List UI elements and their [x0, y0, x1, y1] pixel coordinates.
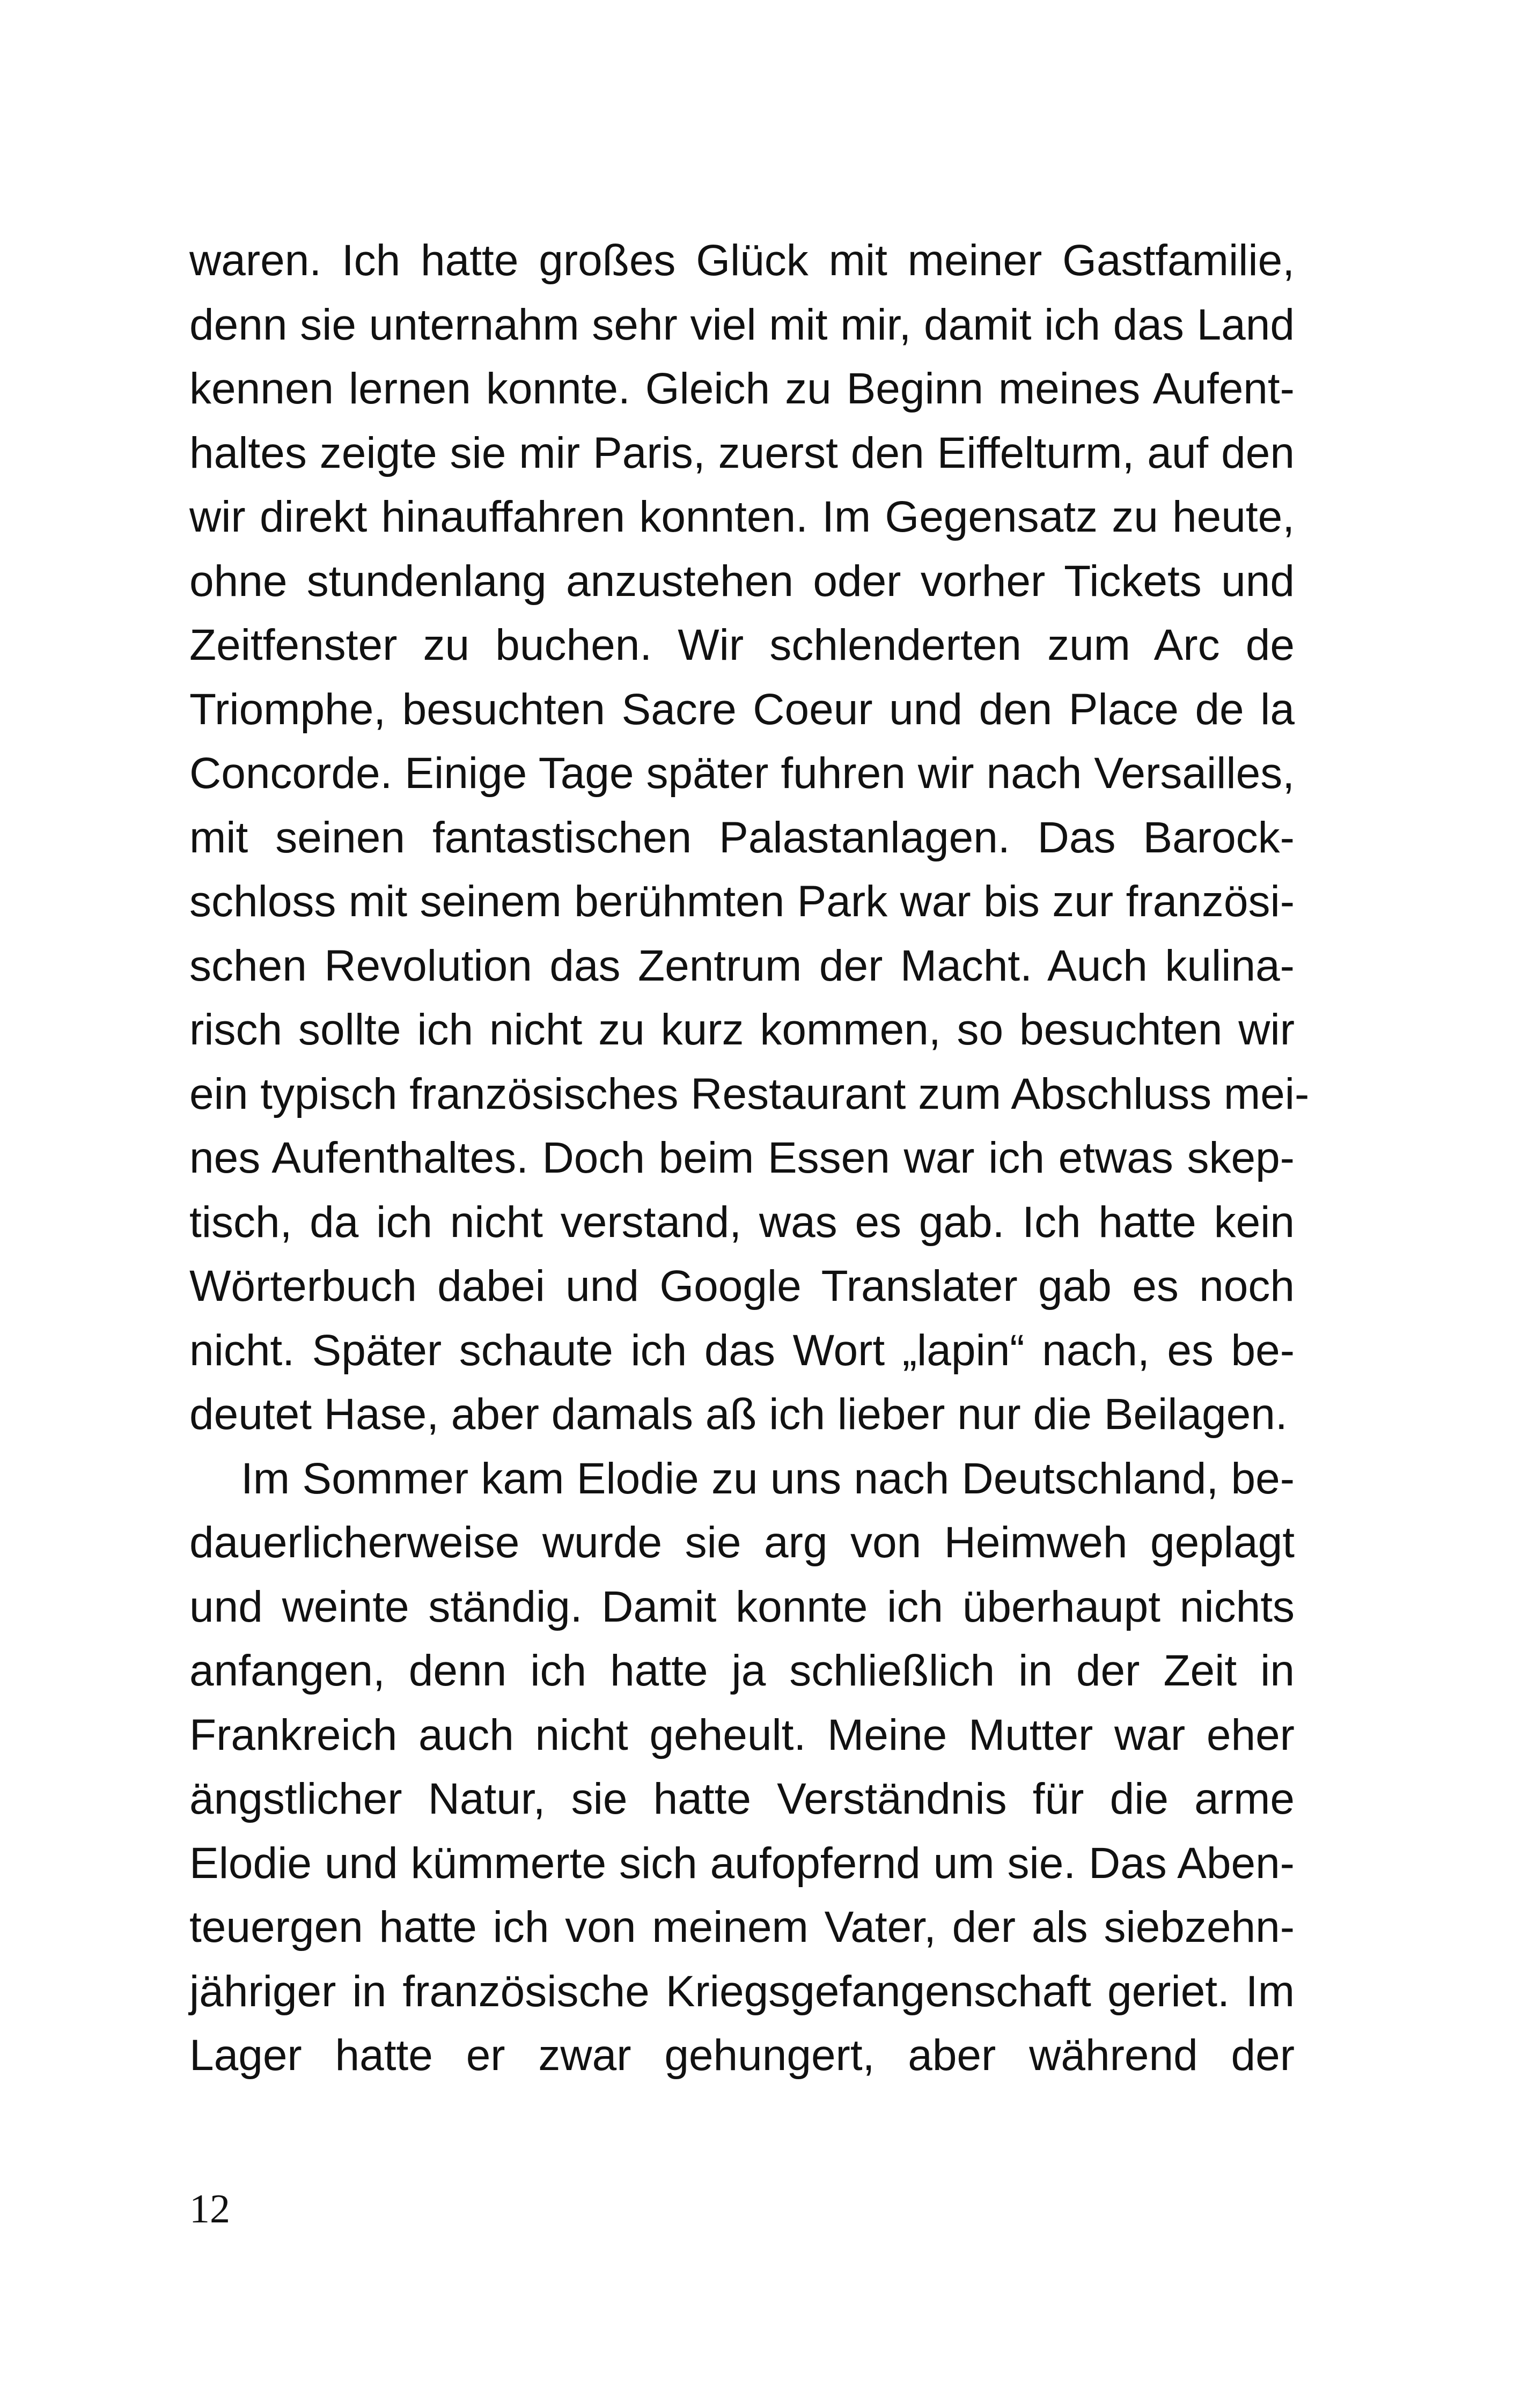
text-line: haltes zeigte sie mir Paris, zuerst den Eiffelturm, auf den [189, 428, 1295, 477]
text-line: denn sie unternahm sehr viel mit mir, damit ich das Land [189, 300, 1295, 349]
text-line: Zeitfenster zu buchen. Wir schlenderten zum Arc de [189, 621, 1295, 669]
text-line: mit seinen fantastischen Palastanlagen. Das Barock- [189, 813, 1295, 862]
text-line: risch sollte ich nicht zu kurz kommen, so besuchten wir [189, 1005, 1295, 1054]
text-line: anfangen, denn ich hatte ja schließlich in der Zeit in [189, 1646, 1295, 1695]
text-line: nicht. Später schaute ich das Wort „lapin“ nach, es be- [189, 1325, 1295, 1375]
text-line: nes Aufenthaltes. Doch beim Essen war ich etwas skep- [189, 1133, 1295, 1182]
text-line: Wörterbuch dabei und Google Translater gab es noch [189, 1262, 1295, 1310]
text-line: tisch, da ich nicht verstand, was es gab. Ich hatte kein [189, 1197, 1295, 1247]
text-line: und weinte ständig. Damit konnte ich überhaupt nichts [189, 1582, 1295, 1631]
text-line: teuergen hatte ich von meinem Vater, der als siebzehn- [189, 1903, 1295, 1952]
text-line: jähriger in französische Kriegsgefangenschaft geriet. Im [189, 1967, 1295, 2016]
text-line: ein typisch französisches Restaurant zum Abschluss mei- [189, 1069, 1310, 1118]
text-line: wir direkt hinauffahren konnten. Im Gegensatz zu heute, [189, 492, 1295, 541]
text-line: Lager hatte er zwar gehungert, aber während der [189, 2031, 1295, 2080]
text-line: schen Revolution das Zentrum der Macht. Auch kulina- [189, 941, 1295, 990]
text-line: dauerlicherweise wurde sie arg von Heimweh geplagt [189, 1518, 1295, 1567]
text-line: waren. Ich hatte großes Glück mit meiner Gastfamilie, [189, 236, 1295, 285]
text-line: Elodie und kümmerte sich aufopfernd um sie. Das Aben- [189, 1838, 1295, 1888]
page-number: 12 [189, 2186, 230, 2232]
body-text [189, 229, 1310, 2088]
text-line: schloss mit seinem berühmten Park war bis zur französi- [189, 877, 1295, 926]
text-line: Triomphe, besuchten Sacre Coeur und den Place de la [189, 684, 1295, 734]
text-line: kennen lernen konnte. Gleich zu Beginn meines Aufent- [189, 364, 1295, 413]
text-line: Im Sommer kam Elodie zu uns nach Deutschland, be- [241, 1454, 1295, 1503]
text-line: deutet Hase, aber damals aß ich lieber nur die Beilagen. [189, 1390, 1288, 1439]
text-line: Frankreich auch nicht geheult. Meine Mutter war eher [189, 1710, 1295, 1759]
text-line: ohne stundenlang anzustehen oder vorher Tickets und [189, 556, 1295, 606]
text-line: ängstlicher Natur, sie hatte Verständnis für die arme [189, 1774, 1295, 1823]
text-line: Concorde. Einige Tage später fuhren wir nach Versailles, [189, 749, 1295, 798]
